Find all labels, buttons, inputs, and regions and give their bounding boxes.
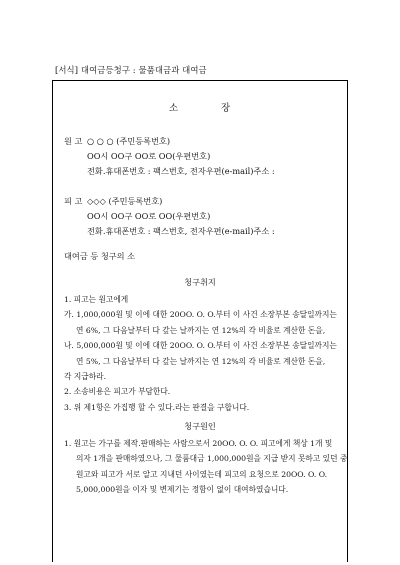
case-name: 대여금 등 청구의 소 [64,251,136,261]
claim-cause-heading: 청구원인 [184,421,216,431]
claim-purpose-line: 2. 소송비용은 피고가 부담한다. [64,387,171,397]
claim-cause-body [64,436,348,498]
form-header-label: [서식] 대여금등청구 : 물품대금과 대여금 [55,65,207,75]
plaintiff-name: ○ ○ ○ (주민등록번호) [87,136,171,146]
claim-cause-line: 의자 1개을 판매하였으나, 그 물품대금 1,000,000원을 지급 받지 못하고 있던 중 [76,454,348,464]
claim-purpose-line: 가. 1,000,000원 및 이에 대한 20OO. O. O.부터 이 사건 소장부본 송달일까지는 [64,310,337,320]
defendant-block [64,194,275,239]
claim-purpose-line: 1. 피고는 원고에게 [64,295,129,304]
claim-purpose-body [64,292,344,415]
claim-purpose-line: 나. 5,000,000원 및 이에 대한 20OO. O. O.부터 이 사건 소장부본 송달일까지는 [64,341,337,351]
defendant-name: ◇◇◇ (주민등록번호) [87,196,163,206]
claim-cause-line: 5,000,000원을 이자 및 변제기는 정함이 없이 대여하였습니다. [76,485,289,495]
claim-cause-line: 원고와 피고가 서로 알고 지내던 사이였는데 피고의 요청으로 20OO. O. O. [76,469,328,479]
plaintiff-block [64,134,275,179]
plaintiff-contact: 전화․휴대폰번호 : 팩스번호, 전자우편(e-mail)주소 : [87,166,275,176]
claim-purpose-heading: 청구취지 [184,277,216,287]
claim-purpose-line: 각 지급하라. [64,372,107,382]
claim-purpose-line: 연 5%, 그 다음날부터 다 갚는 날까지는 연 12%의 각 비율로 계산한 돈을, [76,356,326,366]
plaintiff-role: 원 고 [64,136,83,146]
claim-purpose-line: 연 6%, 그 다음날부터 다 갚는 날까지는 연 12%의 각 비율로 계산한 돈을, [76,325,326,335]
claim-purpose-line: 3. 위 제1항은 가집행 할 수 있다.라는 판결을 구합니다. [64,402,250,412]
defendant-address: OO시 OO구 OO로 OO(우편번호) [87,211,211,221]
defendant-role: 피 고 [64,196,83,206]
title-part-2: 장 [221,103,232,114]
defendant-contact: 전화․휴대폰번호 : 팩스번호, 전자우편(e-mail)주소 : [87,226,275,236]
document-title [52,100,348,114]
plaintiff-address: OO시 OO구 OO로 OO(우편번호) [87,151,211,161]
claim-cause-line: 1. 원고는 가구를 제작․판매하는 사람으로서 20OO. O. O. 피고에게 책상 1개 및 [64,439,333,448]
title-part-1: 소 [168,103,179,114]
